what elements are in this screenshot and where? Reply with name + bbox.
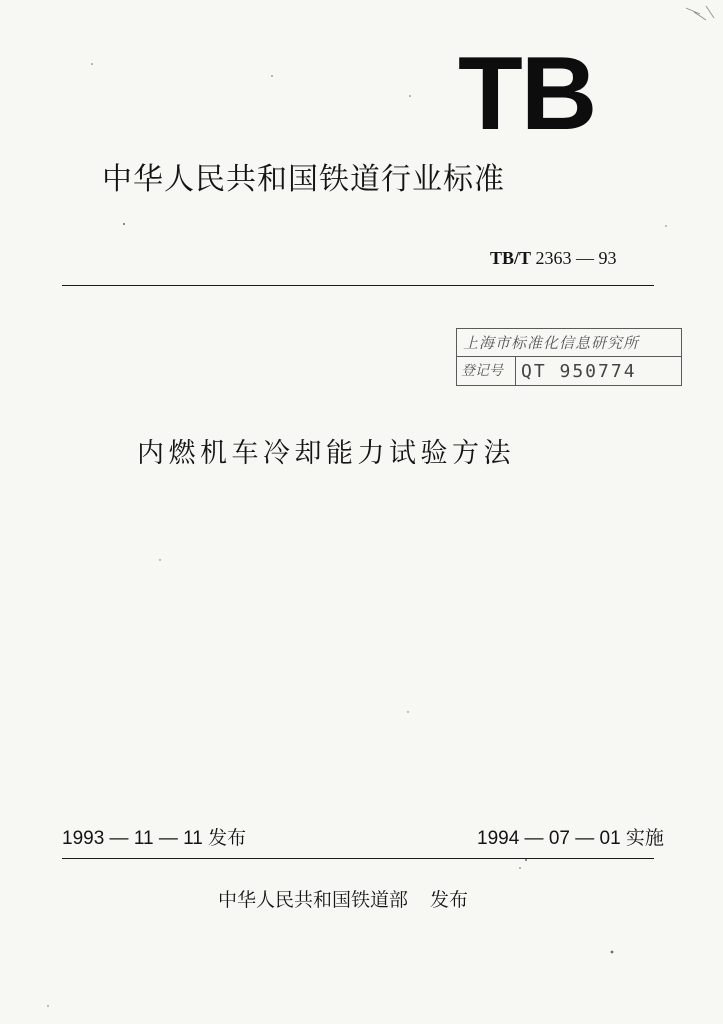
standard-number-value: 2363 — 93 bbox=[535, 248, 617, 268]
scan-speck bbox=[665, 225, 666, 226]
issuer-name: 中华人民共和国铁道部 bbox=[218, 889, 409, 911]
stamp-registration-label: 登记号 bbox=[461, 357, 516, 385]
scan-speck bbox=[47, 1005, 48, 1006]
standard-category-title: 中华人民共和国铁道行业标准 bbox=[102, 162, 505, 197]
scan-speck bbox=[123, 223, 125, 225]
standard-number bbox=[490, 246, 617, 270]
stamp-registration-row bbox=[457, 357, 681, 385]
scan-speck bbox=[271, 75, 273, 77]
top-divider bbox=[62, 285, 654, 286]
registration-stamp bbox=[456, 328, 682, 386]
scan-speck bbox=[407, 711, 408, 712]
scan-speck bbox=[159, 559, 160, 560]
stamp-institution: 上海市标准化信息研究所 bbox=[457, 329, 681, 357]
stamp-registration-code: QT 950774 bbox=[521, 361, 637, 382]
standard-number-prefix: TB/T bbox=[490, 248, 532, 268]
bottom-divider bbox=[62, 858, 654, 859]
scan-speck bbox=[409, 95, 411, 97]
issuer-action: 发布 bbox=[430, 889, 469, 911]
implementation-date: 1994 — 07 — 01 实施 bbox=[477, 828, 664, 849]
document-title: 内燃机车冷却能力试验方法 bbox=[137, 438, 515, 469]
scan-speck bbox=[525, 859, 527, 861]
scan-speck bbox=[519, 867, 521, 869]
scan-speck bbox=[91, 63, 93, 65]
issuer-line bbox=[218, 887, 468, 913]
tb-logo: TB bbox=[458, 36, 596, 152]
scan-corner-marks bbox=[686, 6, 714, 20]
scan-speck bbox=[611, 951, 614, 954]
issue-date: 1993 — 11 — 11 发布 bbox=[62, 828, 247, 849]
